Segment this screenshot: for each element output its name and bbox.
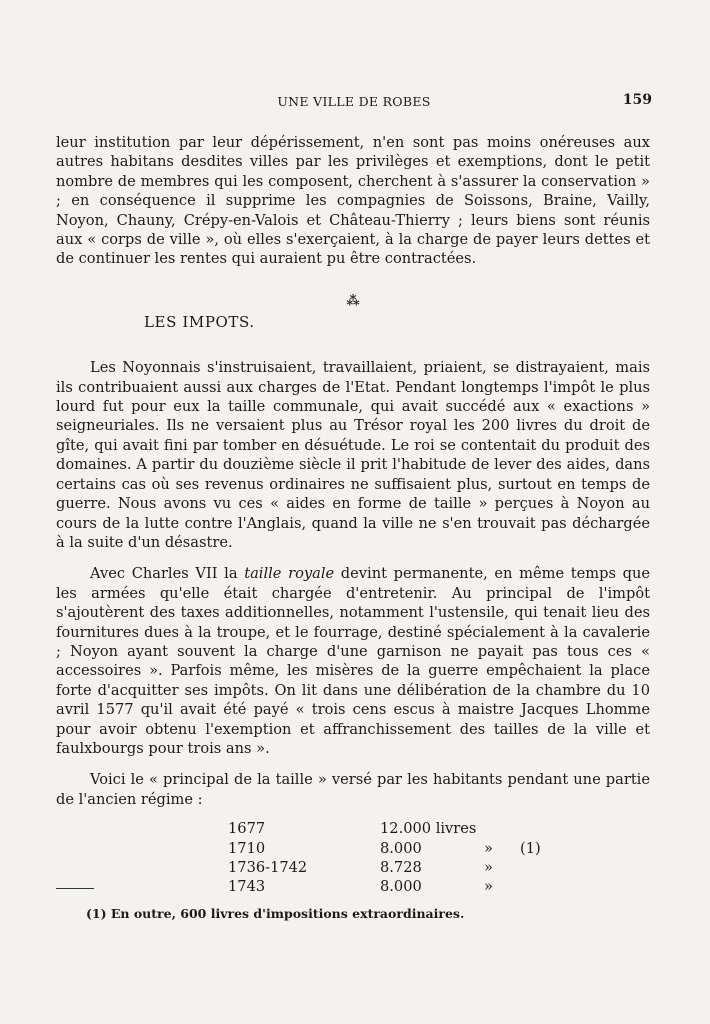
page-number: 159: [622, 92, 652, 108]
footnote-divider: [56, 888, 94, 889]
note-cell: (1): [520, 839, 541, 857]
italic-term: taille royale: [244, 565, 335, 583]
table-row: [228, 819, 541, 838]
note-cell: [520, 819, 541, 838]
year-cell: 1743: [228, 878, 266, 896]
ditto-cell: »: [484, 878, 493, 896]
ditto-cell: [484, 819, 520, 838]
year-cell: 1710: [228, 839, 266, 857]
text-run: devint permanente, en même temps que les armées qu'elle était chargée d'entretenir. Au principal de l'impôt s'ajoutèrent des taxes additionnelles, notamment l'ustensile, qui tenait lieu des fournitures dues à la troupe, et le fourrage, destiné spécialement à la cavalerie ; Noyon ayant souvent la charge d'une garnison ne payait pas tous ces « accessoires ». Parfois même, les misères de la guerre empêchaient la place forte d'acquitter ses impôts. On lit dans une délibération de la chambre du 10 avril 1577 qu'il avait été payé « trois cens escus à maistre Jacques Lhomme pour avoir obtenu l'exemption et affranchissement des tailles de la ville et faulxbourgs pour trois ans ».: [56, 565, 650, 757]
paragraph-taille-royale: [56, 564, 650, 758]
ditto-cell: »: [484, 859, 493, 876]
running-title: UNE VILLE DE ROBES: [277, 94, 431, 109]
paragraph-impots-intro: Les Noyonnais s'instruisaient, travaillaient, priaient, se distrayaient, mais ils contribuaient aussi aux charges de l'Etat. Pendant longtemps l'impôt le plus lourd fut pour eux la taille communale, qui avait succédé aux « exactions » seigneuriales. Ils ne versaient plus au Trésor royal les 200 livres du droit de gîte, qui avait fini par tomber en désuétude. Le roi se contentait du produit des domaines. A partir du douzième siècle il prit l'habitude de lever des aides, dans certains cas où ses revenus ordinaires ne suffisaient plus, surtout en temps de guerre. Nous avons vu ces « aides en forme de taille » perçues à Noyon au cours de la lutte contre l'Anglais, quand la ville ne s'en trouvait pas déchargée à la suite d'un désastre.: [56, 359, 650, 551]
year-cell: 1677: [228, 820, 266, 838]
amount-cell: 8.000: [380, 839, 422, 857]
page-header: [56, 94, 652, 114]
tax-table: [228, 819, 541, 897]
ditto-cell: »: [484, 839, 493, 857]
footnote: (1) En outre, 600 livres d'impositions extraordinaires.: [86, 906, 465, 921]
amount-cell: 8.000: [380, 878, 422, 896]
note-cell: [520, 877, 541, 896]
section-separator: ⁂: [346, 293, 360, 309]
note-cell: [520, 858, 541, 877]
table-row: [228, 877, 541, 896]
amount-cell: 8.728: [380, 859, 422, 876]
body-text: [56, 133, 650, 897]
table-row: [228, 858, 541, 877]
text-run: Avec Charles VII la: [90, 565, 245, 583]
table-row: [228, 839, 541, 858]
paragraph-principal-intro: Voici le « principal de la taille » versé par les habitants pendant une partie de l'ancien régime :: [56, 771, 650, 808]
year-cell: 1736-1742: [228, 859, 308, 876]
paragraph-continuation: leur institution par leur dépérissement, n'en sont pas moins onéreuses aux autres habitans desdites villes par les privilèges et exemptions, dont le petit nombre de membres qui les composent, cherchent à s'assurer la conservation » ; en conséquence il supprime les compagnies de Soissons, Braine, Vailly, Noyon, Chauny, Crépy-en-Valois et Château-Thierry ; leurs biens sont réunis aux « corps de ville », où elles s'exerçaient, à la charge de payer leurs dettes et de continuer les rentes qui auraient pu être contractées.: [56, 134, 650, 268]
section-heading: LES IMPOTS.: [144, 312, 255, 331]
amount-cell: 12.000 livres: [380, 820, 477, 838]
